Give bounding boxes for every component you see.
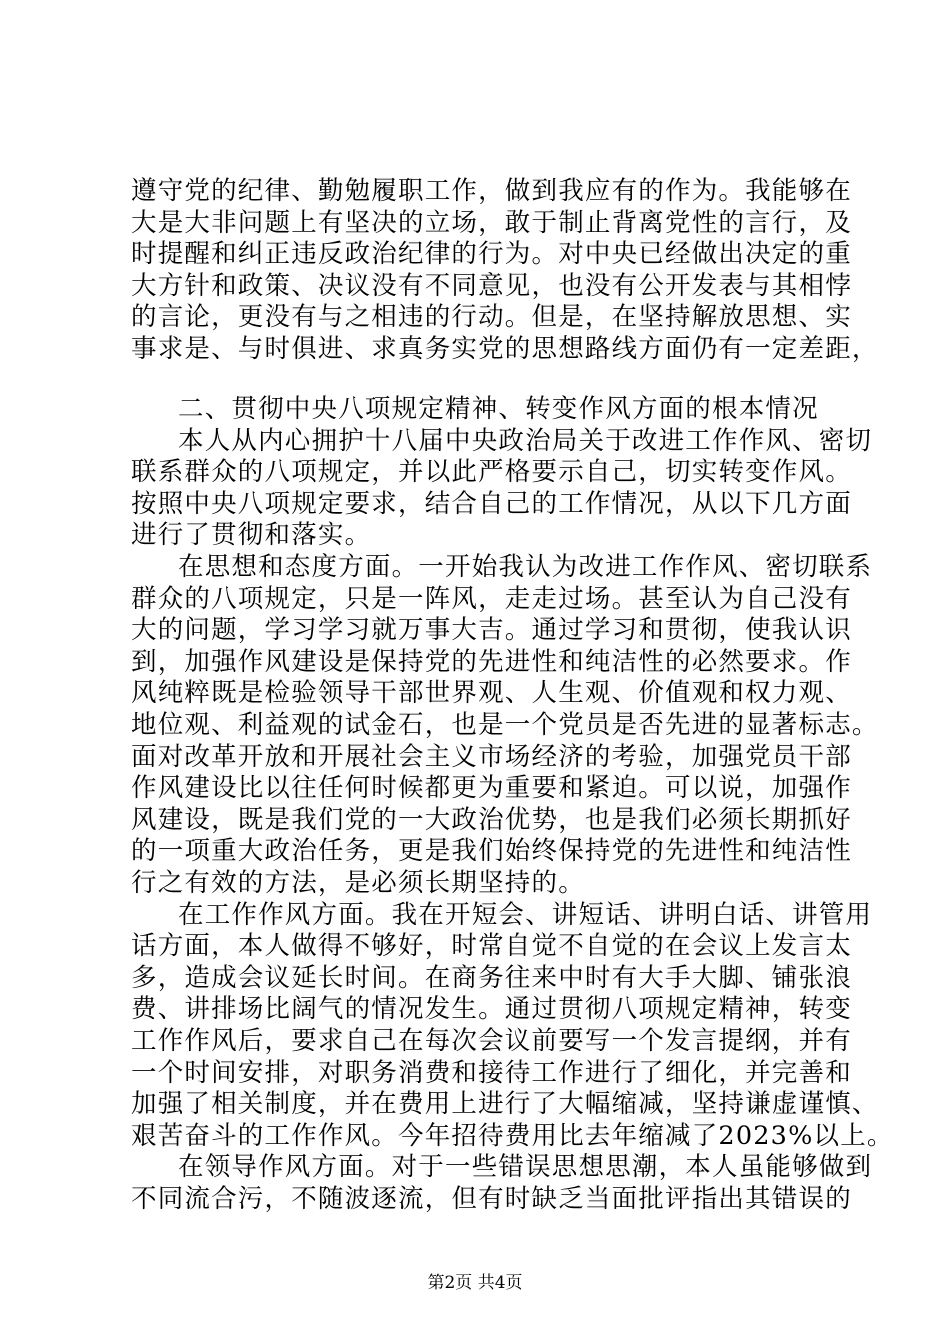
- page-footer: 第2页 共4页: [427, 1273, 523, 1293]
- text-line: 工作作风后，要求自己在每次会议前要写一个发言提纲，并有: [131, 1026, 852, 1057]
- text-line: 大是大非问题上有坚决的立场，敢于制止背离党性的言行，及: [131, 207, 852, 238]
- text-line: 大的问题，学习学习就万事大吉。通过学习和贯彻，使我认识: [131, 615, 852, 646]
- text-line: 一个时间安排，对职务消费和接待工作进行了细化，并完善和: [131, 1057, 852, 1088]
- text-line: 费、讲排场比阔气的情况发生。通过贯彻八项规定精神，转变: [131, 994, 852, 1025]
- text-line: 事求是、与时俱进、求真务实党的思想路线方面仍有一定差距，: [131, 334, 879, 364]
- text-line: 风纯粹既是检验领导干部世界观、人生观、价值观和权力观、: [131, 678, 852, 709]
- text-line: 的言论，更没有与之相违的行动。但是，在坚持解放思想、实: [131, 302, 852, 333]
- text-line: 话方面，本人做得不够好，时常自觉不自觉的在会议上发言太: [131, 931, 852, 962]
- text-line: 加强了相关制度，并在费用上进行了大幅缩减，坚持谦虚谨慎、: [131, 1089, 879, 1120]
- text-line: 在思想和态度方面。一开始我认为改进工作作风、密切联系: [178, 552, 873, 583]
- text-line: 进行了贯彻和落实。: [131, 520, 372, 551]
- text-line: 群众的八项规定，只是一阵风，走走过场。甚至认为自己没有: [131, 583, 852, 614]
- text-line: 本人从内心拥护十八届中央政治局关于改进工作作风、密切: [178, 425, 873, 456]
- text-line: 在领导作风方面。对于一些错误思想思潮，本人虽能够做到: [178, 1152, 873, 1183]
- text-line: 联系群众的八项规定，并以此严格要示自己，切实转变作风。: [131, 457, 852, 488]
- text-line: 风建设，既是我们党的一大政治优势，也是我们必须长期抓好: [131, 804, 852, 835]
- text-line: 不同流合污，不随波逐流，但有时缺乏当面批评指出其错误的: [131, 1184, 852, 1215]
- text-line: 作风建设比以往任何时候都更为重要和紧迫。可以说，加强作: [131, 773, 852, 804]
- text-line: 按照中央八项规定要求，结合自己的工作情况，从以下几方面: [131, 488, 852, 519]
- text-line: 地位观、利益观的试金石，也是一个党员是否先进的显著标志。: [131, 710, 879, 741]
- text-line: 大方针和政策、决议没有不同意见，也没有公开发表与其相悖: [131, 270, 852, 301]
- text-line: 在工作作风方面。我在开短会、讲短话、讲明白话、讲管用: [178, 899, 873, 930]
- text-line: 艰苦奋斗的工作作风。今年招待费用比去年缩减了2023%以上。: [131, 1120, 894, 1151]
- section-heading: 二、贯彻中央八项规定精神、转变作风方面的根本情况: [178, 394, 819, 425]
- text-line: 遵守党的纪律、勤勉履职工作，做到我应有的作为。我能够在: [131, 176, 852, 206]
- text-line: 的一项重大政治任务，更是我们始终保持党的先进性和纯洁性: [131, 836, 852, 867]
- text-line: 多，造成会议延长时间。在商务往来中时有大手大脚、铺张浪: [131, 962, 852, 993]
- text-line: 时提醒和纠正违反政治纪律的行为。对中央已经做出决定的重: [131, 239, 852, 270]
- text-line: 行之有效的方法，是必须长期坚持的。: [131, 868, 585, 899]
- text-line: 到，加强作风建设是保持党的先进性和纯洁性的必然要求。作: [131, 646, 852, 677]
- text-line: 面对改革开放和开展社会主义市场经济的考验，加强党员干部: [131, 741, 852, 772]
